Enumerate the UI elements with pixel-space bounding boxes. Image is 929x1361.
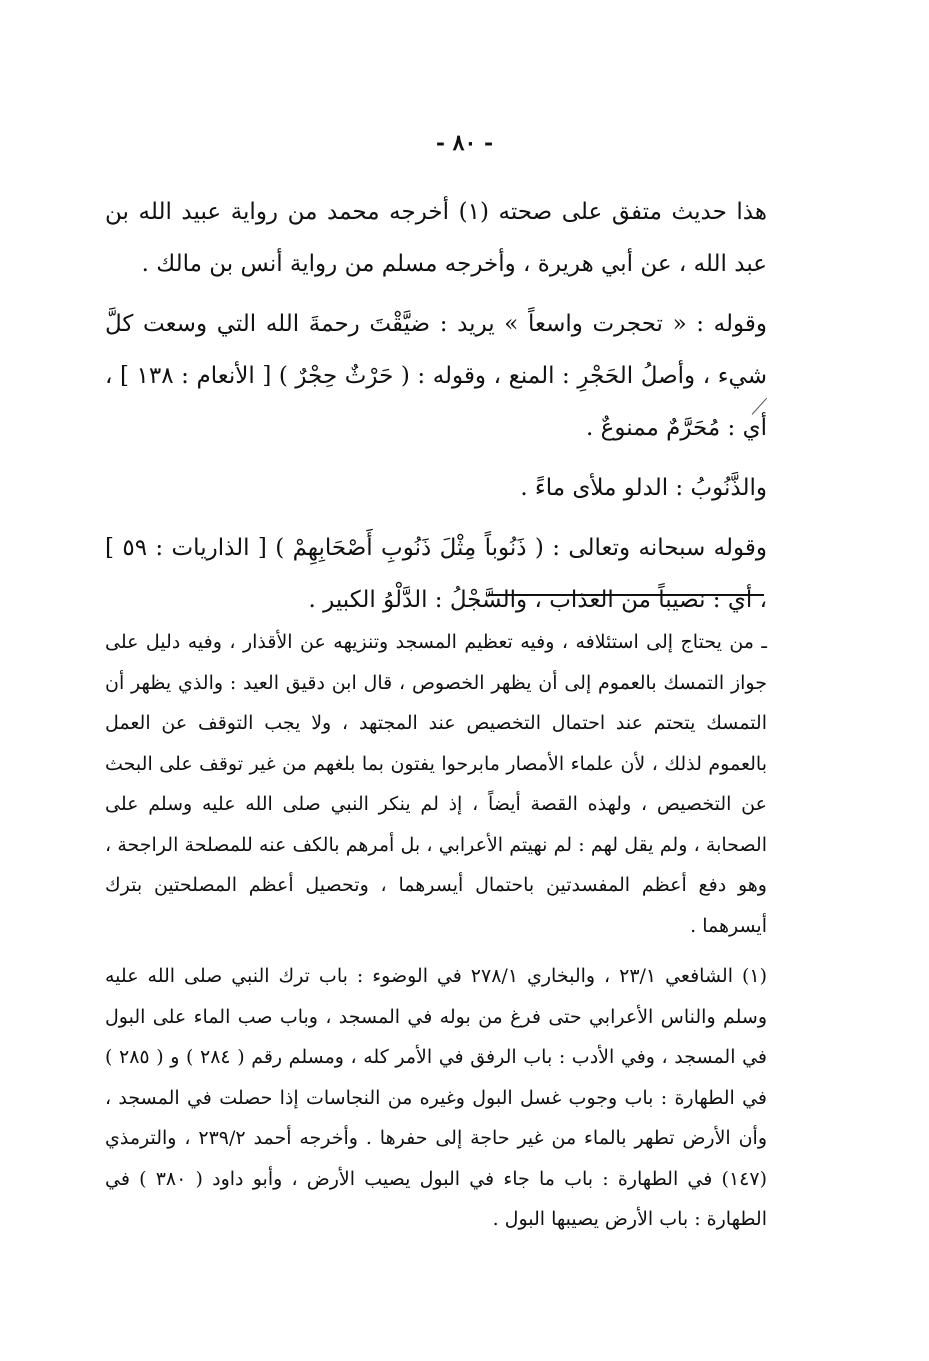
footnote-continuation: ـ من يحتاج إلى استئلافه ، وفيه تعظيم المسجد وتنزيهه عن الأقذار ، وفيه دليل على جواز التمسك بالعموم إلى أن يظهر الخصوص ، قال ابن دقيق العيد : والذي يظهر أن التمسك يتحتم عند احتمال التخصيص عند المجتهد ، ولا يجب التوقف عن العمل بالعموم لذلك ، لأن علماء الأمصار مابرحوا يفتون بما بلغهم من غير توقف على البحث عن التخصيص ، ولهذه القصة أيضاً ، إذ لم ينكر النبي صلى الله عليه وسلم على الصحابة ، ولم يقل لهم : لم نهيتم الأعرابي ، بل أمرهم بالكف عنه للمصلحة الراجحة ، وهو دفع أعظم المفسدتين باحتمال أيسرهما ، وتحصيل أعظم المصلحتين بترك أيسرهما . — [105, 631, 767, 937]
footnote-1: (١) الشافعي ٢٣/١ ، والبخاري ٢٧٨/١ في الوضوء : باب ترك النبي صلى الله عليه وسلم والناس الأعرابي حتى فرغ من بوله في المسجد ، وباب صب الماء على البول في المسجد ، وفي الأدب : باب الرفق في الأمر كله ، ومسلم رقم ( ٢٨٤ ) و ( ٢٨٥ ) في الطهارة : باب وجوب غسل البول وغيره من النجاسات إذا حصلت في المسجد ، وأن الأرض تطهر بالماء من غير حاجة إلى حفرها . وأخرجه أحمد ٢٣٩/٢ ، والترمذي (١٤٧) في الطهارة : باب ما جاء في البول يصيب الأرض ، وأبو داود ( ٣٨٠ ) في الطهارة : باب الأرض يصيبها البول . — [105, 965, 768, 1230]
main-paragraph: والذَّنُوبُ : الدلو ملأى ماءً . — [520, 475, 767, 501]
main-paragraph: وقوله سبحانه وتعالى : ( ذَنُوباً مِثْلَ ذَنُوبِ أَصْحَابِهِمْ ) [ الذاريات : ٥٩ ] ، أي : نصيباً من العذاب ، والسَّجْلُ : الدَّلْوُ الكبير . — [105, 535, 767, 613]
main-paragraph: وقوله : « تحجرت واسعاً » يريد : ضيَّقْتَ رحمةَ الله التي وسعت كلَّ شيء ، وأصلُ الحَجْرِ : المنع ، وقوله : ( حَرْثٌ حِجْرٌ ) [ الأنعام : ١٣٨ ] ، أي : مُحَرَّمٌ ممنوعٌ . — [105, 311, 767, 441]
footnotes-section — [105, 622, 767, 1240]
main-text-body — [105, 186, 767, 634]
page-number: - ٨٠ - — [435, 130, 494, 156]
footnote-divider — [488, 594, 764, 596]
main-paragraph: هذا حديث متفق على صحته (١) أخرجه محمد من رواية عبيد الله بن عبد الله ، عن أبي هريرة ، وأخرجه مسلم من رواية أنس بن مالك . — [105, 199, 767, 277]
